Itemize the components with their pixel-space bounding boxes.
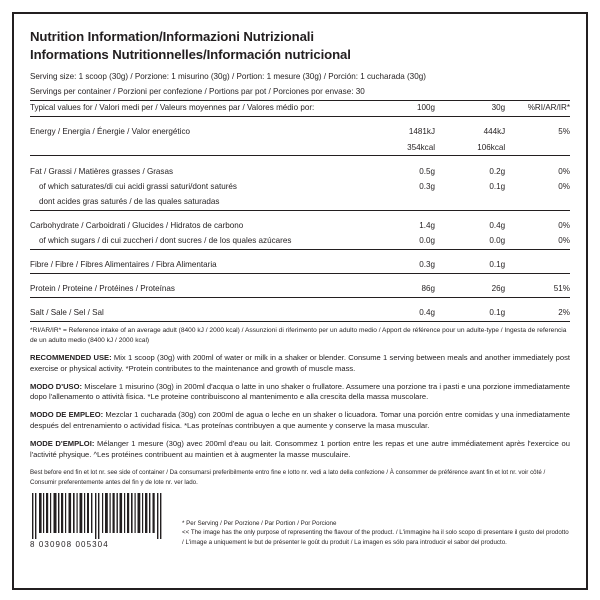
table-row bbox=[30, 125, 570, 140]
best-before-text: Best before end fin et lot nr. see side of container / Da consumarsi preferibilmente entro fine e lotto nr. vedi a lato della confezione / À consommer de préférence avant fin et lot nr. voir côté / Consumir preferentemente antes del fin y de lote nr. ver lado. bbox=[30, 469, 546, 486]
header-col-100g: 100g bbox=[365, 100, 435, 116]
usage-text-it: Miscelare 1 misurino (30g) in 200ml d'acqua o latte in uno shaker o frullatore. Assumere una porzione tra i pasti e una porzione immediatamente dopo l'allenamento o attività fisica. *Le proteine contribuiscono al mantenimento e alla crescita della massa muscolare. bbox=[30, 381, 570, 402]
row-value-30g: 0.4g bbox=[489, 221, 506, 230]
table-spacer bbox=[30, 210, 570, 219]
serving-size-text: Serving size: 1 scoop (30g) / Porzione: 1 misurino (30g) / Portion: 1 mesure (30g) / Porción: 1 cucharada (30g) bbox=[30, 72, 426, 82]
row-value-30g: 106kcal bbox=[435, 140, 505, 156]
row-value-100g bbox=[365, 194, 435, 210]
row-value-ri: 0% bbox=[505, 234, 570, 250]
row-value-ri: 0% bbox=[558, 221, 570, 230]
row-name: dont acides gras saturés / de las quales saturadas bbox=[39, 196, 220, 206]
usage-paragraph-en bbox=[30, 353, 570, 375]
row-name: Carbohydrate / Carboidrati / Glucides / Hidratos de carbono bbox=[30, 221, 244, 230]
table-row bbox=[30, 306, 570, 322]
serving-size-row bbox=[30, 70, 570, 85]
nutrition-table bbox=[30, 70, 570, 322]
row-value-ri: 2% bbox=[505, 306, 570, 322]
table-row bbox=[30, 258, 570, 274]
table-row bbox=[30, 282, 570, 298]
table-spacer bbox=[30, 116, 570, 125]
usage-text-es: Mezclar 1 cucharada (30g) con 200ml de agua o leche en un shaker o licuadora. Tomar una porción entre comidas y una inmediatamente después del entrenamiento o actividad física. *Las proteínas contribuyen a que aumente y conserve la masa muscular. bbox=[30, 410, 570, 431]
usage-paragraph-it bbox=[30, 382, 570, 404]
table-row bbox=[30, 234, 570, 250]
row-value-100g: 354kcal bbox=[365, 140, 435, 156]
row-value-100g: 1.4g bbox=[419, 221, 435, 230]
row-value-ri bbox=[505, 258, 570, 274]
table-row bbox=[30, 194, 570, 210]
usage-paragraph-es bbox=[30, 410, 570, 432]
row-value-ri: 0% bbox=[558, 181, 570, 191]
legend-notes bbox=[182, 519, 570, 549]
table-row bbox=[30, 164, 570, 179]
label-titles bbox=[30, 28, 570, 64]
servings-per-container-text: Servings per container / Porzioni per confezione / Portions par pot / Porciones por envase: 30 bbox=[30, 85, 570, 101]
table-spacer bbox=[30, 249, 570, 258]
row-value-30g: 0.0g bbox=[435, 234, 505, 250]
row-value-ri: 51% bbox=[505, 282, 570, 298]
legend-line-1: * Per Serving / Per Porzione / Par Portion / Por Porcione bbox=[182, 520, 337, 528]
usage-label-en: RECOMMENDED USE: bbox=[30, 353, 112, 363]
table-spacer bbox=[30, 156, 570, 165]
row-value-100g: 0.4g bbox=[365, 306, 435, 322]
title-line-2: Informations Nutritionnelles/Información nutricional bbox=[30, 46, 351, 62]
table-header-row bbox=[30, 100, 570, 116]
usage-text-en: Mix 1 scoop (30g) with 200ml of water or milk in a shaker or blender. Consume 1 serving between meals and another immediately post exercise or physical activity. *Protein contributes to the maintenance and growth of muscle mass. bbox=[30, 353, 570, 373]
usage-label-fr: MODE D'EMPLOI: bbox=[30, 438, 95, 448]
header-col-30g: 30g bbox=[435, 100, 505, 116]
barcode-digits: 8 030908 005304 bbox=[30, 539, 109, 549]
row-value-30g bbox=[435, 194, 505, 210]
row-name bbox=[30, 140, 365, 156]
row-value-ri: 0% bbox=[558, 166, 570, 176]
table-row bbox=[30, 179, 570, 194]
row-name: Fibre / Fibre / Fibres Alimentaires / Fibra Alimentaria bbox=[30, 258, 365, 274]
row-value-100g: 1481kJ bbox=[408, 127, 435, 137]
row-value-ri: 5% bbox=[558, 127, 570, 137]
barcode-block bbox=[30, 493, 168, 549]
servings-per-container-row bbox=[30, 85, 570, 101]
row-name: Fat / Grassi / Matières grasses / Grasas bbox=[30, 166, 174, 176]
label-frame bbox=[12, 12, 588, 590]
row-name: of which saturates/di cui acidi grassi saturi/dont saturés bbox=[39, 181, 237, 191]
reference-intake-footnote: *RI/AR/IR* = Reference intake of an average adult (8400 kJ / 2000 kcal) / Assunzioni di riferimento per un adulto medio / Apport de référence pour un adulte-type / Ingesta de referencia de un adulto medio (8400 kJ / 2000 kcal) bbox=[30, 327, 567, 344]
barcode-icon bbox=[30, 493, 168, 539]
nutrition-table-body bbox=[30, 70, 570, 322]
label-bottom-area bbox=[30, 493, 570, 549]
row-value-30g: 0.1g bbox=[435, 306, 505, 322]
table-row bbox=[30, 219, 570, 234]
table-row bbox=[30, 140, 570, 156]
row-name: Salt / Sale / Sel / Sal bbox=[30, 306, 365, 322]
usage-paragraph-fr bbox=[30, 439, 570, 461]
row-value-100g: 0.5g bbox=[419, 166, 435, 176]
row-value-100g: 86g bbox=[365, 282, 435, 298]
header-typical-values: Typical values for / Valori medi per / Valeurs moyennes par / Valores médio por: bbox=[30, 100, 365, 116]
row-value-30g: 0.1g bbox=[435, 258, 505, 274]
header-col-ri: %RI/AR/IR* bbox=[505, 100, 570, 116]
row-value-ri bbox=[505, 194, 570, 210]
usage-text-fr: Mélanger 1 mesure (30g) avec 200ml d'eau ou lait. Consommez 1 portion entre les repas et une autre immédiatement après l'exercice ou l'activité physique. ^Les protéines contribuent au maintien et à augmenter la masse musculaire. bbox=[30, 438, 570, 459]
table-spacer bbox=[30, 297, 570, 306]
usage-label-it: MODO D'USO: bbox=[30, 381, 83, 391]
row-value-30g: 444kJ bbox=[483, 127, 506, 137]
usage-label-es: MODO DE EMPLEO: bbox=[30, 410, 104, 420]
row-value-100g: 0.0g bbox=[365, 234, 435, 250]
title-line-1: Nutrition Information/Informazioni Nutrizionali bbox=[30, 29, 314, 44]
table-spacer bbox=[30, 273, 570, 282]
row-name: Energy / Energia / Énergie / Valor energético bbox=[30, 127, 191, 137]
legend-line-2: << The image has the only purpose of representing the flavour of the product. / L'immagine ha il solo scopo di presentare il gusto del prodotto / L'image a uniquement le but de présenter le goût du produit / La imagen es sólo para introducir el sabor del producto. bbox=[182, 529, 569, 546]
row-value-100g: 0.3g bbox=[365, 258, 435, 274]
row-value-100g: 0.3g bbox=[419, 181, 435, 191]
row-value-30g: 26g bbox=[435, 282, 505, 298]
row-value-30g: 0.1g bbox=[489, 181, 506, 191]
row-name: of which sugars / di cui zuccheri / dont sucres / de los quales azúcares bbox=[39, 236, 292, 246]
row-value-ri bbox=[505, 140, 570, 156]
row-value-30g: 0.2g bbox=[489, 166, 506, 176]
row-name: Protein / Proteine / Protéines / Proteínas bbox=[30, 282, 365, 298]
